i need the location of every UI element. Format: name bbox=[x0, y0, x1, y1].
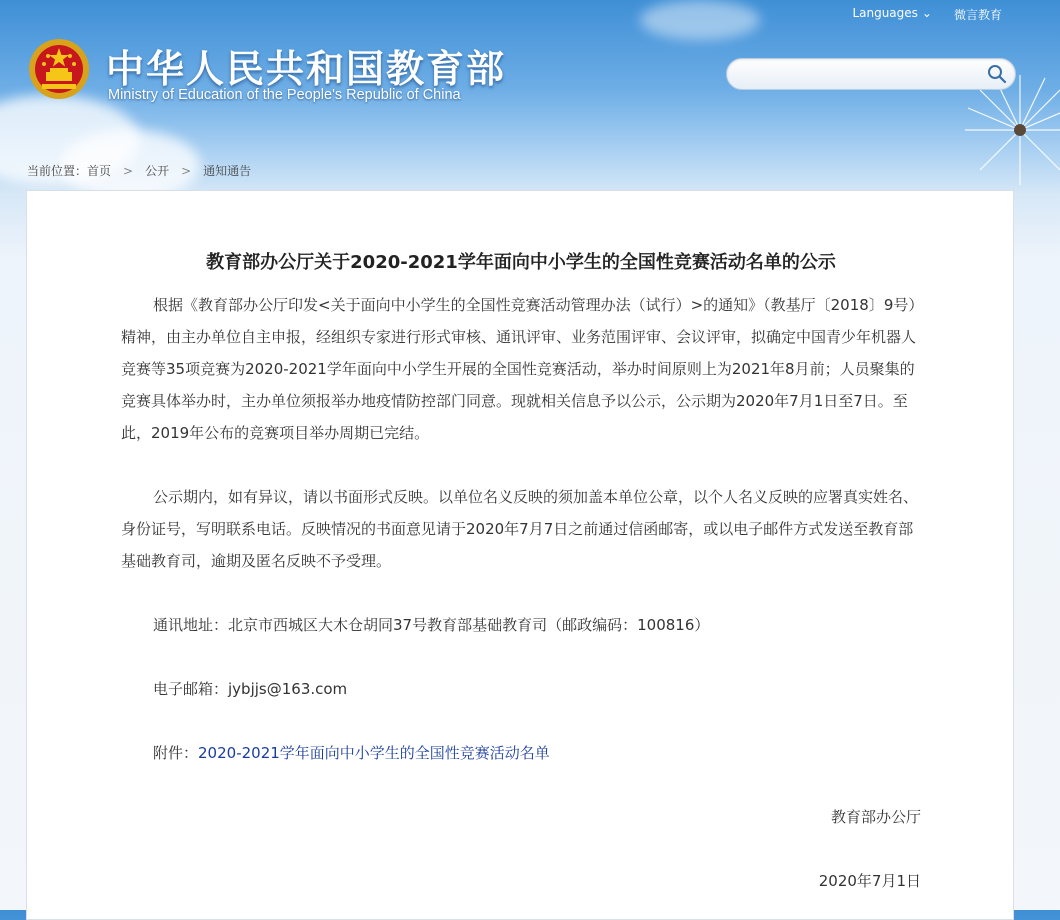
site-title: 中华人民共和国教育部 bbox=[106, 47, 507, 91]
chevron-down-icon: ⌄ bbox=[921, 6, 932, 20]
breadcrumb bbox=[27, 162, 251, 179]
breadcrumb-prefix: 当前位置： bbox=[27, 164, 88, 178]
address-line bbox=[121, 609, 921, 641]
publish-date: 2020年7月1日 bbox=[818, 872, 921, 890]
email-label: 电子邮箱： bbox=[153, 680, 229, 698]
attachment-label: 附件： bbox=[153, 744, 199, 762]
cloud-decoration bbox=[640, 0, 760, 40]
search-input[interactable] bbox=[741, 63, 985, 87]
top-links bbox=[852, 6, 1002, 23]
address-value: 北京市西城区大木仓胡同37号教育部基础教育司（邮政编码：100816） bbox=[228, 616, 710, 634]
article-title: 教育部办公厅关于2020-2021学年面向中小学生的全国性竞赛活动名单的公示 bbox=[206, 252, 836, 273]
email-value: jybjjs@163.com bbox=[228, 680, 348, 698]
article-body bbox=[121, 289, 921, 897]
breadcrumb-public[interactable]: 公开 bbox=[145, 164, 170, 178]
breadcrumb-notices[interactable]: 通知通告 bbox=[203, 164, 252, 178]
breadcrumb-home[interactable]: 首页 bbox=[87, 164, 112, 178]
article-paragraph: 根据《教育部办公厅印发<关于面向中小学生的全国性竞赛活动管理办法（试行）>的通知》（教基厅〔2018〕9号）精神，由主办单位自主申报，经组织专家进行形式审核、通讯评审、业务范围评审、会议评审，拟确定中国青少年机器人竞赛等35项竞赛为2020-2021学年面向中小学生开展的全国性竞赛活动，举办时间原则上为2021年8月前；人员聚集的竞赛具体举办时，主办单位须报举办地疫情防控部门同意。现就相关信息予以公示，公示期为2020年7月1日至7日。至此，2019年公布的竞赛项目举办周期已完结。 bbox=[121, 296, 917, 442]
signature: 教育部办公厅 bbox=[830, 808, 921, 826]
chevron-right-icon: > bbox=[181, 163, 192, 178]
search-box bbox=[726, 58, 1016, 90]
chevron-right-icon: > bbox=[123, 163, 134, 178]
site-subtitle: Ministry of Education of the People's Republic of China bbox=[108, 87, 461, 103]
wechat-link[interactable]: 微言教育 bbox=[953, 8, 1002, 22]
national-emblem-icon bbox=[28, 38, 90, 100]
article-paragraph: 公示期内，如有异议，请以书面形式反映。以单位名义反映的须加盖本单位公章，以个人名义反映的应署真实姓名、身份证号，写明联系电话。反映情况的书面意见请于2020年7月7日之前通过信函邮寄，或以电子邮件方式发送至教育部基础教育司，逾期及匿名反映不予受理。 bbox=[121, 488, 919, 570]
languages-link[interactable]: Languages bbox=[852, 6, 918, 20]
search-icon[interactable] bbox=[987, 64, 1007, 84]
attachment-link[interactable]: 2020-2021学年面向中小学生的全国性竞赛活动名单 bbox=[198, 744, 550, 762]
address-label: 通讯地址： bbox=[153, 616, 229, 634]
article-panel bbox=[26, 190, 1014, 920]
attachment-line bbox=[121, 737, 921, 769]
email-line bbox=[121, 673, 921, 705]
